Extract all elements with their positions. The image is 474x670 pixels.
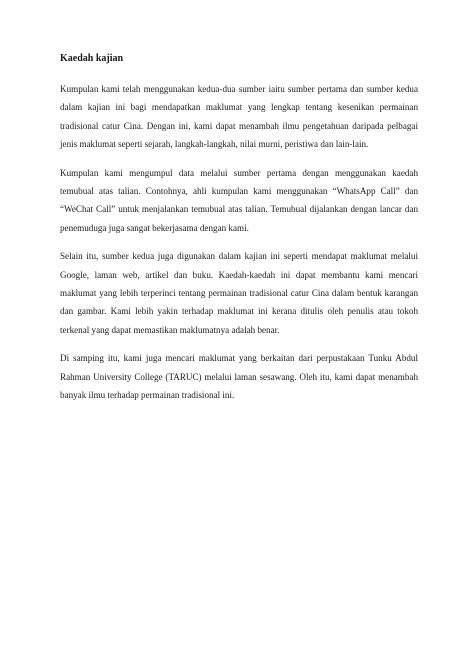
section-heading: Kaedah kajian — [60, 53, 124, 64]
paragraph-4: Di samping itu, kami juga mencari maklumat yang berkaitan dari perpustakaan Tunku Abdul Rahman University College (TARUC) melalui laman sesawang. Oleh itu, kami dapat menambah banyak ilmu terhadap permainan tradisional ini. — [60, 353, 418, 401]
paragraph-2: Kumpulan kami mengumpul data melalui sumber pertama dengan menggunakan kaedah temubual atas talian. Contohnya, ahli kumpulan kami menggunakan “WhatsApp Call” dan “WeChat Call” untuk menjalankan temubual atas talian. Temubual dijalankan dengan lancar dan penemuduga juga sangat bekerjasama dengan kami. — [60, 167, 418, 233]
paragraph-1: Kumpulan kami telah menggunakan kedua-dua sumber iaitu sumber pertama dan sumber kedua dalam kajian ini bagi mendapatkan maklumat yang lengkap tentang kesenikan permainan tradisional catur Cina. Dengan ini, kami dapat menambah ilmu pengetahuan daripada pelbagai jenis maklumat seperti sejarah, langkah-langkah, nilai murni, peristiwa dan lain-lain. — [60, 84, 418, 150]
paragraph-3: Selain itu, sumber kedua juga digunakan dalam kajian ini seperti mendapat maklumat melalui Google, laman web, artikel dan buku. Kaedah-kaedah ini dapat membantu kami mencari maklumat yang lebih terperinci tentang permainan tradisional catur Cina dalam bentuk karangan dan gambar. Kami lebih yakin terhadap maklumat ini kerana ditulis oleh penulis atau tokoh terkenal yang dapat memastikan maklumatnya adalah benar. — [60, 251, 418, 335]
document-body — [60, 52, 418, 415]
